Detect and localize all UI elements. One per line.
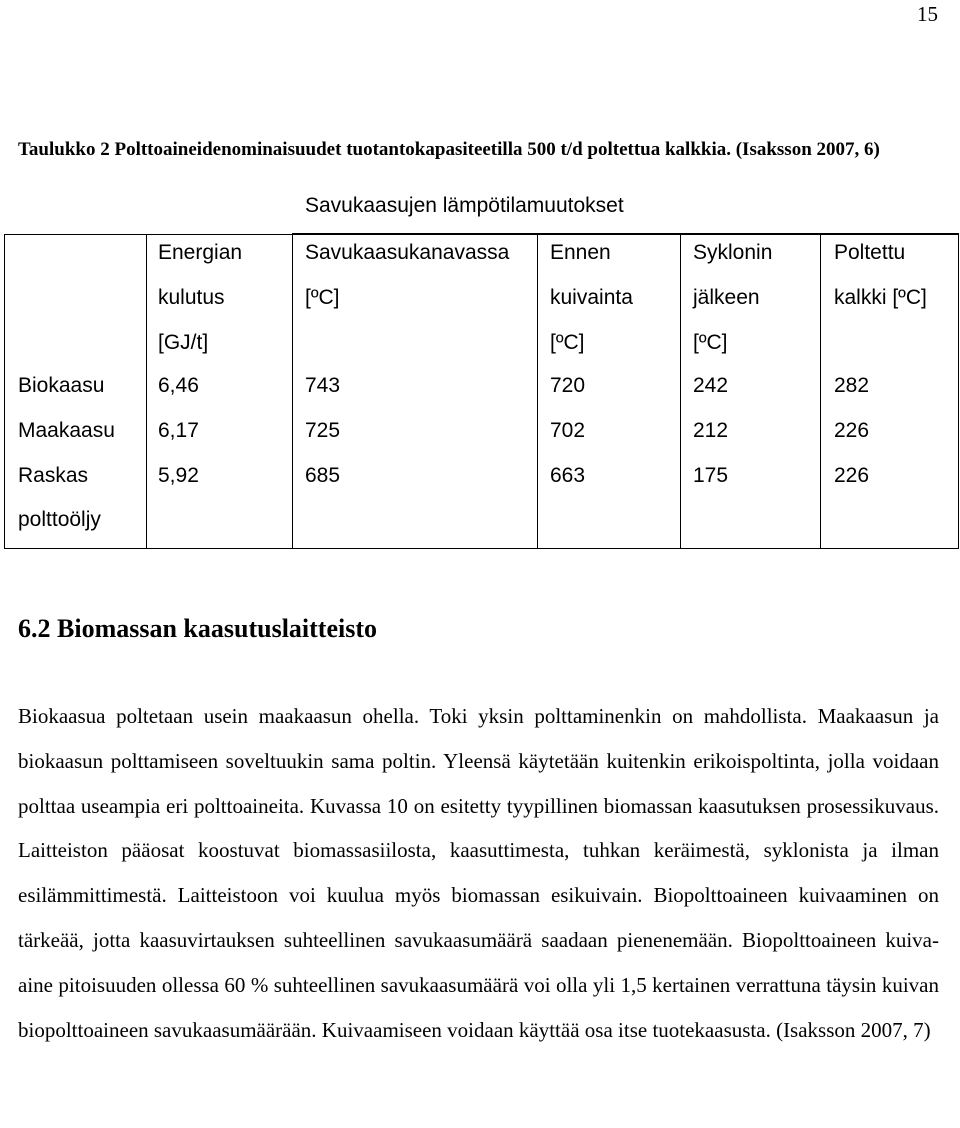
data-table [0, 188, 960, 550]
row-label-biokaasu: Biokaasu [18, 374, 105, 397]
row-label-raskas-line2: polttoöljy [18, 508, 101, 531]
col-header-flue-channel-line1: Savukaasukanavassa [305, 241, 510, 264]
col-header-energy-line1: Energian [158, 241, 243, 264]
col-header-burnt-lime-line1: Poltettu [834, 241, 906, 264]
col-header-after-cyclone-line3: [ºC] [693, 331, 728, 354]
col-header-after-cyclone-line2: jälkeen [693, 286, 760, 309]
table-right-border [958, 234, 959, 549]
table-col-divider-4 [680, 234, 681, 549]
col-header-energy-line2: kulutus [158, 286, 225, 309]
col-header-before-dryer-line3: [ºC] [550, 331, 585, 354]
table-cell: 663 [550, 464, 586, 487]
table-cell: 6,17 [158, 419, 199, 442]
row-label-maakaasu: Maakaasu [18, 419, 115, 442]
table-col-divider-1 [146, 234, 147, 549]
col-header-flue-channel-line2: [ºC] [305, 286, 340, 309]
table-caption: Taulukko 2 Polttoaineidenominaisuudet tuotantokapasiteetilla 500 t/d poltettua kalkkia. (Isaksson 2007, 6) [18, 139, 880, 160]
paragraph-text: Biokaasua poltetaan usein maakaasun ohella. Toki yksin polttaminenkin on mahdollista. Maakaasun ja biokaasun polttamiseen soveltuukin sama poltin. Yleensä käytetään kuitenkin erikoispoltinta, jolla voidaan polttaa useampia eri polttoaineita. Kuvassa 10 on esitetty tyypillinen biomassan kaasutuksen prosessikuvaus. Laitteiston pääosat koostuvat biomassasiilosta, kaasuttimesta, tuhkan keräimestä, syklonista ja ilman esilämmittimestä. Laitteistoon voi kuulua myös biomassan esikuivain. Biopolttoaineen kuivaaminen on tärkeää, jotta kaasuvirtauksen suhteellinen savukaasumäärä saadaan pienenemään. Biopolttoaineen kuiva-aine pitoisuuden ollessa 60 % suhteellinen savukaasumäärä voi olla yli 1,5 kertainen verrattuna täysin kuivan biopolttoaineen savukaasumäärään. Kuivaamiseen voidaan käyttää osa itse tuotekaasusta. (Isaksson 2007, 7) [18, 704, 939, 1042]
col-header-before-dryer-line1: Ennen [550, 241, 611, 264]
section-heading: 6.2 Biomassan kaasutuslaitteisto [18, 614, 377, 643]
row-label-raskas-line1: Raskas [18, 464, 89, 487]
table-cell: 226 [834, 464, 870, 487]
table-cell: 702 [550, 419, 586, 442]
table-cell: 5,92 [158, 464, 199, 487]
table-cell: 175 [693, 464, 729, 487]
table-cell: 6,46 [158, 374, 199, 397]
table-cell: 282 [834, 374, 870, 397]
table-col-divider-2 [292, 234, 293, 549]
col-header-before-dryer-line2: kuivainta [550, 286, 633, 309]
col-header-energy-line3: [GJ/t] [158, 331, 209, 354]
table-cell: 242 [693, 374, 729, 397]
table-left-border [4, 234, 5, 549]
table-cell: 685 [305, 464, 341, 487]
table-header-rule [4, 234, 959, 235]
table-cell: 743 [305, 374, 341, 397]
table-cell: 720 [550, 374, 586, 397]
table-cell: 212 [693, 419, 729, 442]
table-col-divider-3 [537, 234, 538, 549]
group-header: Savukaasujen lämpötilamuutokset [305, 194, 624, 217]
table-bottom-rule [4, 548, 959, 549]
table-cell: 226 [834, 419, 870, 442]
page-number: 15 [917, 2, 938, 26]
table-col-divider-5 [820, 234, 821, 549]
body-paragraph [18, 694, 939, 1052]
col-header-burnt-lime-line2: kalkki [ºC] [834, 286, 927, 309]
col-header-after-cyclone-line1: Syklonin [693, 241, 773, 264]
table-cell: 725 [305, 419, 341, 442]
